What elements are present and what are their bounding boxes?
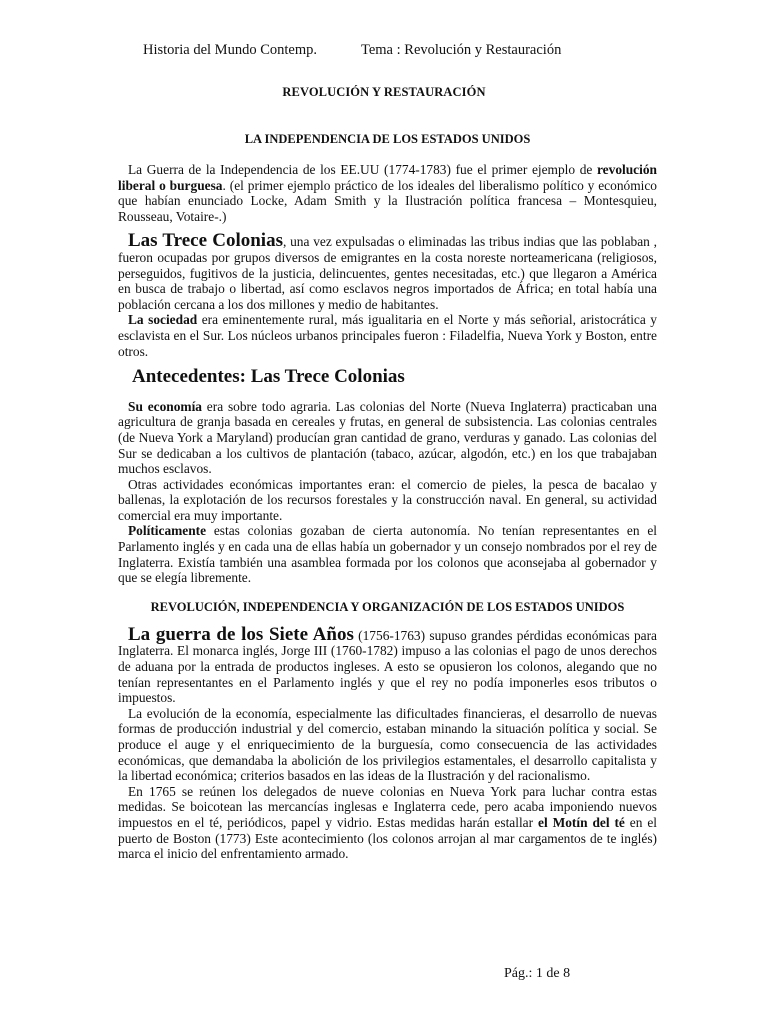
- paragraph-politicamente: [118, 523, 657, 585]
- paragraph-text: era sobre todo agraria. Las colonias del Norte (Nueva Inglaterra) practicaban una agricultura de granja basada en cereales y frutas, en general de subsistencia. Las colonias centrales (de Nueva York a Maryland) producían gran cantidad de grano, verduras y ganado. Las colonias del Sur se dedicaban a los cultivos de plantación (tabaco, azúcar, algodón, etc.) en los que trabajaban muchos esclavos.: [118, 398, 657, 477]
- paragraph-text: era eminentemente rural, más igualitaria en el Norte y más señorial, aristocrática y esclavista en el Sur. Los núcleos urbanos principales fueron : Filadelfia, Nueva York y Boston, entre otros.: [118, 312, 657, 359]
- paragraph-text: , una vez expulsadas o eliminadas las tribus indias que las poblaban , fueron ocupadas por grupos diversos de emigrantes en la costa noreste norteamericana (religiosos, perseguidos, fugitivos de la justicia, delincuentes, gentes necesitadas, etc.) que llegaron a América en busca de trabajo o libertad, así como esclavos negros importados de África; en total había una población cercana a los dos millones y medio de habitantes.: [118, 234, 657, 312]
- header-topic: Tema : Revolución y Restauración: [361, 42, 562, 58]
- paragraph-text: . (el primer ejemplo práctico de los ideales del liberalismo político y económico que habían enunciado Locke, Adam Smith y la Ilustración política francesa – Montesquieu, Rousseau, Votaire-.): [118, 177, 657, 224]
- paragraph-evolucion-economia: La evolución de la economía, especialmente las dificultades financieras, el desarrollo de nuevas formas de producción industrial y del comercio, estaban minando la situación política y social. Se produce el auge y el enriquecimiento de la burguesía, como consecuencia de las actividades económicas, que demandaba la abolición de los privilegios estamentales, el desarrollo capitalista y la libertad económica; criterios basados en las ideas de la Ilustración y del racionalismo.: [118, 705, 657, 784]
- bold-term: Políticamente: [128, 523, 207, 539]
- paragraph-otras-actividades: Otras actividades económicas importantes eran: el comercio de pieles, la pesca de bacalao y ballenas, la explotación de los recursos forestales y la construcción naval. En general, su actividad comercial era muy importante.: [118, 476, 657, 523]
- bold-term: el Motín del té: [538, 814, 625, 830]
- bold-term: revolución liberal o burguesa: [118, 162, 657, 193]
- section-heading-antecedentes: Antecedentes: Las Trece Colonias: [132, 366, 405, 388]
- paragraph-text: estas colonias gozaban de cierta autonomía. No tenían representantes en el Parlamento inglés y en cada una de ellas había un gobernador y un consejo nombrados por el rey de Inglaterra. Existía también una asamblea formada por los colonos que aconsejaba al gobernador y que se elegía libremente.: [118, 523, 657, 586]
- paragraph-motin-te: [118, 784, 657, 862]
- paragraph-sociedad: [118, 312, 657, 359]
- paragraph-text: En 1765 se reúnen los delegados de nueve colonias en Nueva York para luchar contra estas medidas. Se boicotean las mercancías inglesas e Inglaterra cede, pero acaba imponiendo nuevos impuestos en el té, periódicos, papel y vidrio. Estas medidas harán estallar: [118, 783, 657, 830]
- paragraph-guerra-independencia: [118, 162, 657, 224]
- section-heading-revolucion: REVOLUCIÓN, INDEPENDENCIA Y ORGANIZACIÓN DE LOS ESTADOS UNIDOS: [150, 599, 625, 614]
- bold-term: Su economía: [128, 398, 202, 414]
- bold-term: La sociedad: [128, 312, 198, 328]
- lead-term: Las Trece Colonias: [128, 230, 283, 252]
- lead-term: La guerra de los Siete Años: [128, 623, 354, 645]
- paragraph-text: La Guerra de la Independencia de los EE.UU (1774-1783) fue el primer ejemplo de: [128, 162, 597, 177]
- section-heading-independencia: LA INDEPENDENCIA DE LOS ESTADOS UNIDOS: [244, 132, 531, 146]
- document-body: [118, 132, 657, 862]
- paragraph-trece-colonias: [118, 230, 657, 312]
- paragraph-siete-anos: [118, 623, 658, 706]
- paragraph-text: (1756-1763) supuso grandes pérdidas económicas para Inglaterra. El monarca inglés, Jorge III (1760-1782) impuso a las colonias el pago de unos derechos de aduana por la entrada de productos ingleses. A esto se opusieron los colonos, alegando que no tenían representantes en el Parlamento inglés y que el rey no podía imponerles esos tributos o impuestos.: [118, 627, 658, 706]
- page-number: Pág.: 1 de 8: [504, 966, 571, 981]
- paragraph-text: en el puerto de Boston (1773) Este acontecimiento (los colonos arrojan al mar cargamentos de te inglés) marca el inicio del enfrentamiento armado.: [118, 814, 657, 862]
- header-course: Historia del Mundo Contemp.: [143, 42, 317, 58]
- document-title: REVOLUCIÓN Y RESTAURACIÓN: [282, 85, 486, 99]
- paragraph-economia: [118, 399, 657, 477]
